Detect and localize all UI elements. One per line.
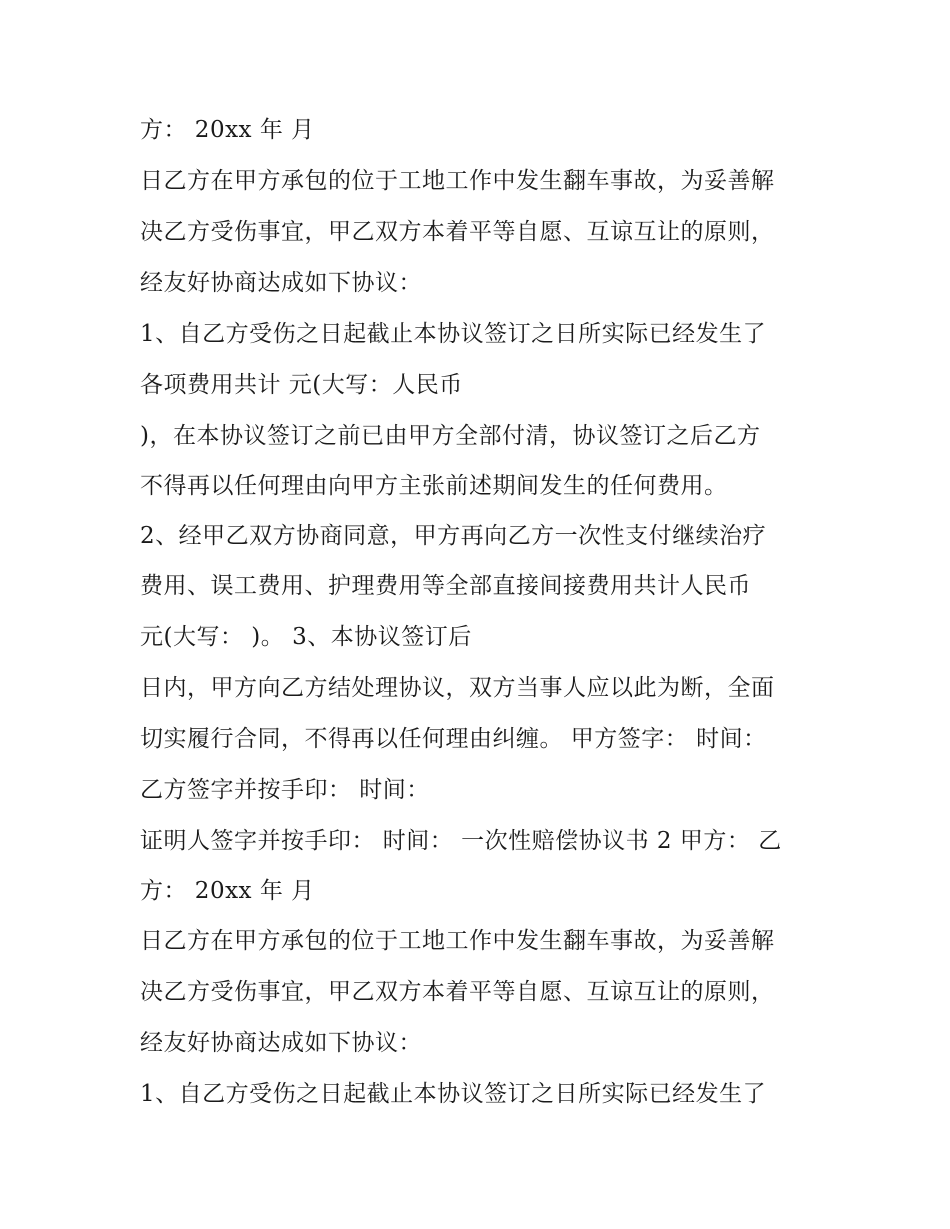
- text-line: 费用、误工费用、护理费用等全部直接间接费用共计人民币: [140, 573, 751, 599]
- text-line: 证明人签字并按手印： 时间： 一次性赔偿协议书 2 甲方： 乙: [140, 828, 782, 854]
- text-line: 方： 20xx 年 月: [140, 117, 315, 143]
- text-line: 切实履行合同，不得再以任何理由纠缠。 甲方签字： 时间：: [140, 726, 767, 752]
- text-line: 决乙方受伤事宜，甲乙双方本着平等自愿、互谅互让的原则，: [140, 219, 775, 245]
- text-line: 各项费用共计 元(大写：人民币: [140, 372, 463, 398]
- text-line: 经友好协商达成如下协议：: [140, 270, 422, 296]
- text-line: 日内，甲方向乙方结处理协议，双方当事人应以此为断，全面: [140, 675, 775, 701]
- text-line: 不得再以任何理由向甲方主张前述期间发生的任何费用。: [140, 473, 728, 499]
- text-line: 元(大写： )。 3、本协议签订后: [140, 624, 472, 650]
- text-line: 日乙方在甲方承包的位于工地工作中发生翻车事故，为妥善解: [140, 168, 775, 194]
- text-line: 决乙方受伤事宜，甲乙双方本着平等自愿、互谅互让的原则，: [140, 979, 775, 1005]
- text-line: )，在本协议签订之前已由甲方全部付清，协议签订之后乙方: [140, 423, 761, 449]
- text-line: 日乙方在甲方承包的位于工地工作中发生翻车事故，为妥善解: [140, 928, 775, 954]
- text-line: 方： 20xx 年 月: [140, 878, 315, 904]
- text-line: 1、自乙方受伤之日起截止本协议签订之日所实际已经发生了: [140, 1081, 767, 1107]
- text-line: 2、经甲乙双方协商同意，甲方再向乙方一次性支付继续治疗: [140, 523, 767, 549]
- text-line: 经友好协商达成如下协议：: [140, 1030, 422, 1056]
- text-line: 1、自乙方受伤之日起截止本协议签订之日所实际已经发生了: [140, 321, 767, 347]
- text-line: 乙方签字并按手印： 时间：: [140, 777, 430, 803]
